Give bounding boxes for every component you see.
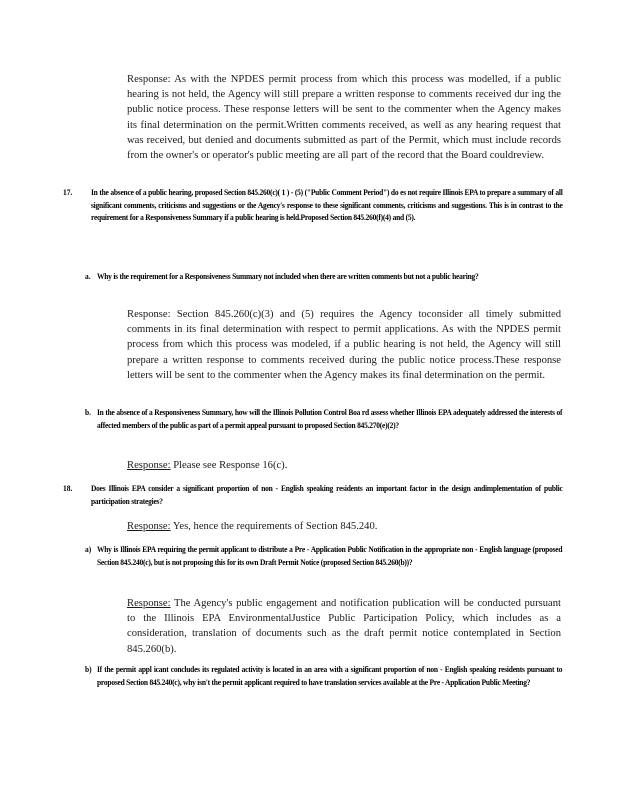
question-18-number: 18. bbox=[63, 484, 73, 493]
question-17b-text: In the absence of a Responsiveness Summary, how will the Illinois Pollution Control Boa rd assess whether Illinois EPA adequately addressed the interests of affected members of the public as part of a permit appeal pursuant to proposed Section 845.270(e)(2)? bbox=[97, 408, 563, 430]
question-17a-text: Why is the requirement for a Responsiveness Summary not included when there are written comments but not a public hearing? bbox=[97, 272, 479, 281]
response-18a-text: The Agency's public engagement and notification publication will be conducted pursuant to the Illinois EPA EnvironmentalJustice Public Participation Policy, which includes as a consideration, translation of documents such as the draft permit notice contemplated in Section 845.260(b). bbox=[127, 598, 561, 655]
response-17b bbox=[127, 458, 561, 473]
response-continued-block: Response: As with the NPDES permit process from which this process was modelled, if a public hearing is not held, the Agency will still prepare a written response to comments received dur ing the public notice process. These response letters will be sent to the commenter when the Agency makes its final determination on the permit.Written comments received, as well as any hearing request that was received, but denied and documents submitted as part of the Permit, which must include records from the owner's or operator's public meeting are all part of the record that the Board couldreview. bbox=[127, 74, 561, 162]
question-17b-label: b. bbox=[85, 408, 92, 417]
question-18-text: Does Illinois EPA consider a significant proportion of non - English speaking residents an important factor in the design andimplementation of public participation strategies? bbox=[91, 484, 563, 506]
response-18-label: Response: bbox=[127, 521, 171, 532]
response-18a-label: Response: bbox=[127, 598, 171, 609]
question-18b-label: b) bbox=[85, 665, 92, 674]
response-17a: Response: Section 845.260(c)(3) and (5) requires the Agency toconsider all timely submitted comments in its final determination with respect to permit applications. As with the NPDES permit process from which this process was modeled, if a public hearing is not held, the Agency will still prepare a written response to comments received during the public notice process.These response letters will be sent to the commenter when the Agency makes its final determination on the permit. bbox=[127, 309, 561, 381]
response-18-text: Yes, hence the requirements of Section 845.240. bbox=[172, 521, 378, 532]
question-17-number: 17. bbox=[63, 188, 73, 197]
question-17a-label: a. bbox=[85, 272, 91, 281]
response-17b-label: Response: bbox=[127, 460, 171, 471]
response-17b-text: Please see Response 16(c). bbox=[173, 460, 288, 471]
question-18a-text: Why is Illinois EPA requiring the permit applicant to distribute a Pre - Application Public Notification in the appropriate non - English language (proposed Section 845.240(c), but is not proposing this for its own Draft Permit Notice (proposed Section 845.260(b))? bbox=[97, 545, 563, 567]
response-18 bbox=[127, 519, 561, 534]
question-18b-text: If the permit appl icant concludes its regulated activity is located in an area with a significant proportion of non - English speaking residents pursuant to proposed Section 845.240(c), why isn't the permit applicant required to have translation services available at the Pre - Application Public Meeting? bbox=[97, 665, 563, 687]
question-17-text: In the absence of a public hearing, proposed Section 845.260(c)( 1 ) - (5) ("Public Comment Period") do es not require Illinois EPA to prepare a summary of all significant comments, criticisms and suggestions or the Agency's response to these significant comments, criticisms and suggestions. This is in contrast to the requirement for a Responsiveness Summary if a public hearing is held.Proposed Section 845.260(f)(4) and (5). bbox=[91, 188, 563, 223]
response-18a bbox=[127, 596, 561, 657]
question-18a-label: a) bbox=[85, 545, 92, 554]
